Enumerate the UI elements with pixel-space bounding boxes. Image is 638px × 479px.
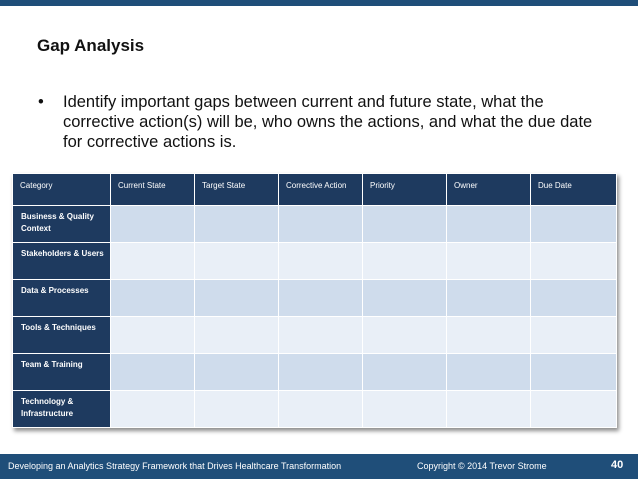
table-row (13, 317, 617, 354)
bullet-marker: • (38, 93, 44, 111)
table-cell[interactable] (531, 243, 617, 280)
table-cell[interactable] (279, 280, 363, 317)
table-cell[interactable] (279, 243, 363, 280)
row-category-label: Stakeholders & Users (13, 243, 111, 280)
table-cell[interactable] (531, 206, 617, 243)
header-owner: Owner (447, 174, 531, 206)
bullet-text: Identify important gaps between current and future state, what the corrective action(s) will be, who owns the actions, and what the due date for corrective actions is. (63, 93, 593, 151)
table-cell[interactable] (531, 354, 617, 391)
table-cell[interactable] (363, 206, 447, 243)
row-category-label: Team & Training (13, 354, 111, 391)
slide-title: Gap Analysis (37, 36, 145, 55)
table-row (13, 206, 617, 243)
row-category-label: Business & Quality Context (13, 206, 111, 243)
bullet-point (38, 92, 613, 152)
table-cell[interactable] (279, 317, 363, 354)
table-cell[interactable] (195, 243, 279, 280)
table-cell[interactable] (195, 280, 279, 317)
row-category-label: Data & Processes (13, 280, 111, 317)
table-row (13, 280, 617, 317)
table-cell[interactable] (363, 280, 447, 317)
table-row (13, 391, 617, 428)
table-cell[interactable] (447, 206, 531, 243)
page-number: 40 (611, 459, 624, 471)
top-accent-bar (0, 0, 638, 6)
table-cell[interactable] (111, 354, 195, 391)
table-cell[interactable] (111, 206, 195, 243)
table-cell[interactable] (447, 354, 531, 391)
table-cell[interactable] (195, 391, 279, 428)
header-corrective-action: Corrective Action (279, 174, 363, 206)
row-category-label: Technology & Infrastructure (13, 391, 111, 428)
table-header-row (13, 174, 617, 206)
footer-presentation-title: Developing an Analytics Strategy Framework that Drives Healthcare Transformation (8, 461, 342, 471)
table-cell[interactable] (531, 280, 617, 317)
table-cell[interactable] (447, 317, 531, 354)
table-cell[interactable] (195, 317, 279, 354)
table-cell[interactable] (279, 206, 363, 243)
table-cell[interactable] (531, 391, 617, 428)
header-priority: Priority (363, 174, 447, 206)
table-cell[interactable] (111, 280, 195, 317)
table-cell[interactable] (447, 391, 531, 428)
header-current-state: Current State (111, 174, 195, 206)
table-row (13, 354, 617, 391)
header-category: Category (13, 174, 111, 206)
table-cell[interactable] (531, 317, 617, 354)
table-cell[interactable] (279, 391, 363, 428)
row-category-label: Tools & Techniques (13, 317, 111, 354)
header-target-state: Target State (195, 174, 279, 206)
table-cell[interactable] (447, 280, 531, 317)
table-cell[interactable] (363, 243, 447, 280)
table-cell[interactable] (363, 354, 447, 391)
table-cell[interactable] (447, 243, 531, 280)
table-cell[interactable] (363, 391, 447, 428)
footer-bar (0, 454, 638, 479)
table-cell[interactable] (195, 354, 279, 391)
table-cell[interactable] (279, 354, 363, 391)
table-cell[interactable] (363, 317, 447, 354)
footer-copyright: Copyright © 2014 Trevor Strome (417, 461, 547, 471)
table-row (13, 243, 617, 280)
table-cell[interactable] (111, 243, 195, 280)
table-cell[interactable] (111, 317, 195, 354)
gap-analysis-table (12, 173, 617, 428)
table-cell[interactable] (111, 391, 195, 428)
table-cell[interactable] (195, 206, 279, 243)
header-due-date: Due Date (531, 174, 617, 206)
